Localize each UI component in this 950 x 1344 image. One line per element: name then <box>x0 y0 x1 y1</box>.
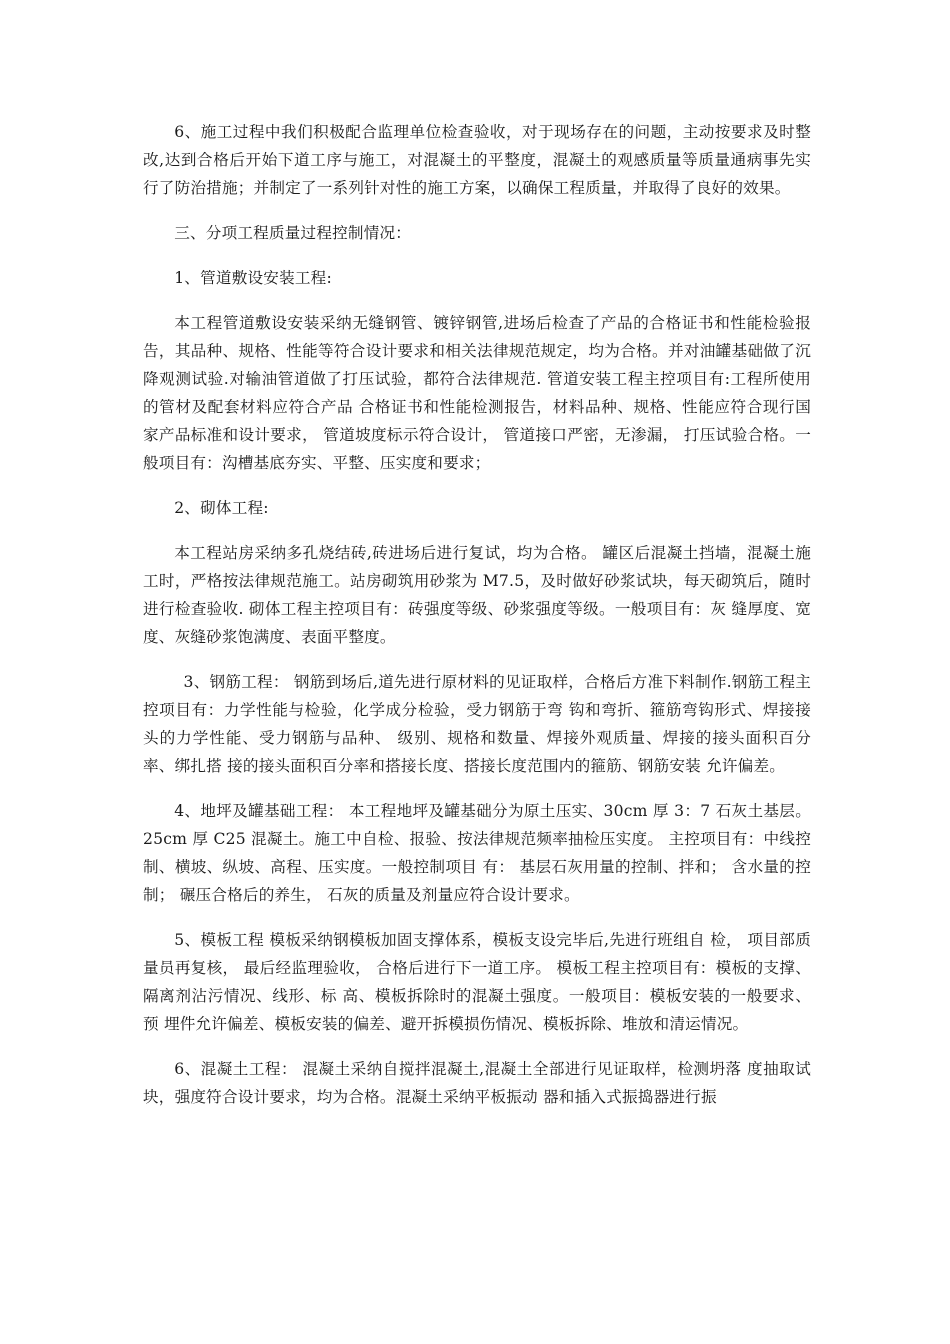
paragraph-masonry: 本工程站房采纳多孔烧结砖,砖进场后进行复试，均为合格。 罐区后混凝土挡墙，混凝土施工时，严格按法律规范施工。站房砌筑用砂浆为 M7.5，及时做好砂浆试块，每天砌筑后，随时进行检查验收. 砌体工程主控项目有：砖强度等级、砂浆强度等级。一般项目有：灰 缝厚度、宽度、灰缝砂浆饱满度、表面平整度。 <box>143 544 811 646</box>
paragraph-concrete: 6、混凝土工程： 混凝土采纳自搅拌混凝土,混凝土全部进行见证取样，检测坍落 度抽取试块，强度符合设计要求，均为合格。混凝土采纳平板振动 器和插入式振捣器进行振 <box>143 1060 811 1106</box>
subheading-masonry: 2、砌体工程: <box>174 499 269 517</box>
subheading-pipeline-installation: 1、管道敷设安装工程: <box>174 269 332 287</box>
paragraph-construction-inspection: 6、施工过程中我们积极配合监理单位检查验收，对于现场存在的问题，主动按要求及时整改,达到合格后开始下道工序与施工，对混凝土的平整度，混凝土的观感质量等质量通病事先实行了防治措施；并制定了一系列针对性的施工方案，以确保工程质量，并取得了良好的效果。 <box>143 123 811 197</box>
document-page <box>143 118 811 1128</box>
paragraph-pipeline-installation: 本工程管道敷设安装采纳无缝钢管、镀锌钢管,进场后检查了产品的合格证书和性能检验报告，其品种、规格、性能等符合设计要求和相关法律规范规定，均为合格。并对油罐基础做了沉降观测试验.对输油管道做了打压试验，都符合法律规范. 管道安装工程主控项目有:工程所使用的管材及配套材料应符合产品 合格证书和性能检测报告，材料品种、规格、性能应符合现行国家产品标准和设计要求， 管道坡度标示符合设计， 管道接口严密，无渗漏， 打压试验合格。一般项目有：沟槽基底夯实、平整、压实度和要求； <box>143 314 811 472</box>
paragraph-formwork: 5、模板工程 模板采纳钢模板加固支撑体系，模板支设完毕后,先进行班组自 检， 项目部质量员再复核， 最后经监理验收， 合格后进行下一道工序。 模板工程主控项目有：模板的支撑、隔离剂沾污情况、线形、标 高、模板拆除时的混凝土强度。一般项目：模板安装的一般要求、预 埋件允许偏差、模板安装的偏差、避开拆模损伤情况、模板拆除、堆放和清运情况。 <box>143 931 811 1033</box>
section-heading-quality-control: 三、分项工程质量过程控制情况： <box>174 224 412 242</box>
paragraph-floor-tank-foundation: 4、地坪及罐基础工程： 本工程地坪及罐基础分为原土压实、30cm 厚 3：7 石灰土基层。 25cm 厚 C25 混凝土。施工中自检、报验、按法律规范频率抽检压实度。 主控项目有：中线控制、横坡、纵坡、高程、压实度。一般控制项目 有： 基层石灰用量的控制、拌和； 含水量的控制； 碾压合格后的养生， 石灰的质量及剂量应符合设计要求。 <box>143 802 811 904</box>
paragraph-rebar: 3、钢筋工程： 钢筋到场后,道先进行原材料的见证取样，合格后方准下料制作.钢筋工程主控项目有：力学性能与检验，化学成分检验，受力钢筋于弯 钩和弯折、箍筋弯钩形式、焊接接头的力学性能、受力钢筋与品种、 级别、规格和数量、焊接外观质量、焊接的接头面积百分率、绑扎搭 接的接头面积百分率和搭接长度、搭接长度范围内的箍筋、钢筋安装 允许偏差。 <box>143 673 811 775</box>
